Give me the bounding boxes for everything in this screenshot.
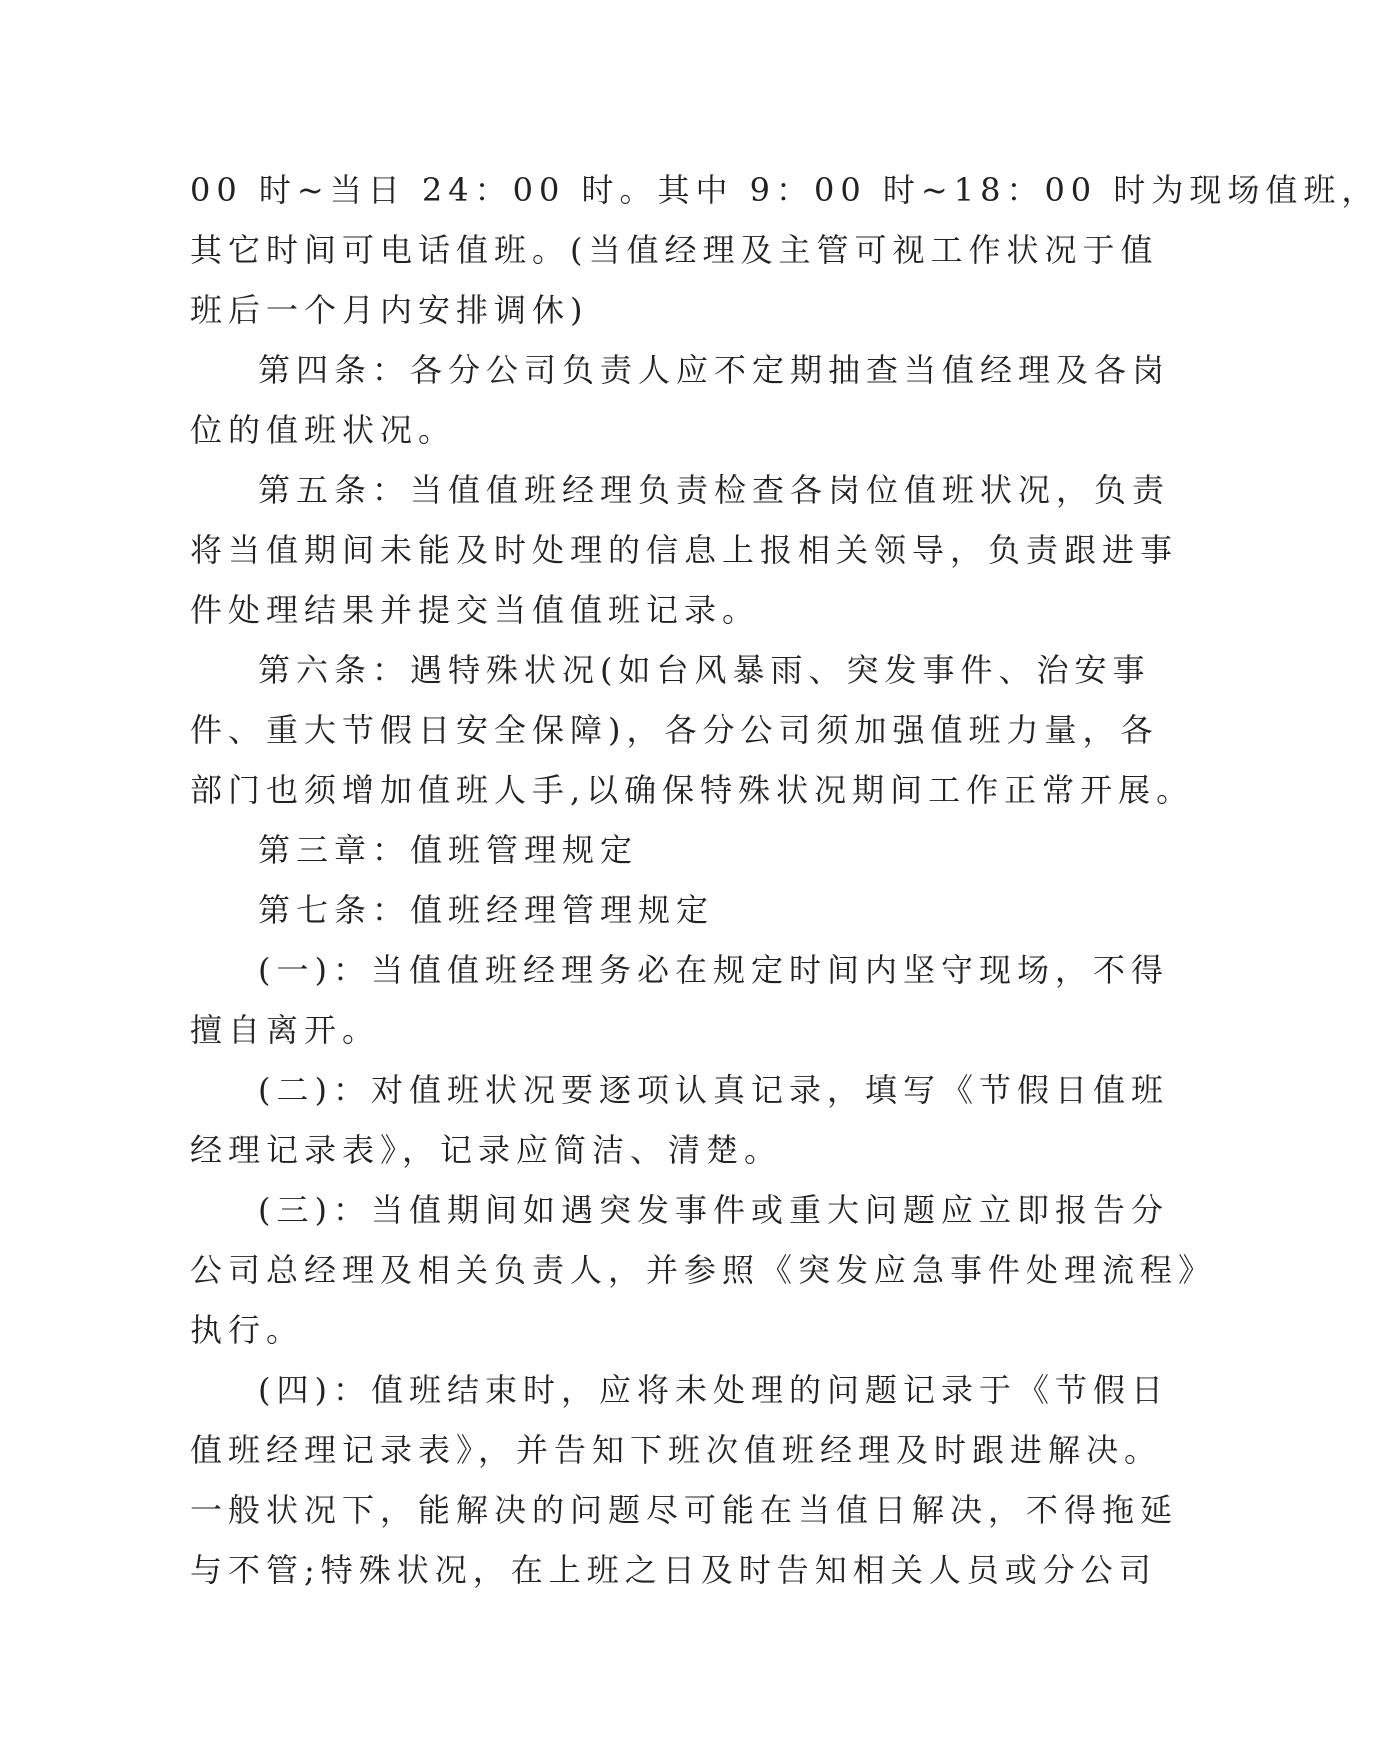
text-line: 擅自离开。 [190, 1011, 381, 1049]
text-line: 执行。 [190, 1311, 305, 1349]
text-line: 00 时~当日 24：00 时。其中 9：00 时~18：00 时为现场值班， [190, 171, 1379, 209]
text-line: 其它时间可电话值班。(当值经理及主管可视工作状况于值 [190, 231, 1159, 269]
text-line: 第六条：遇特殊状况(如台风暴雨、突发事件、治安事 [258, 651, 1151, 689]
text-line: (二)：对值班状况要逐项认真记录，填写《节假日值班 [258, 1071, 1169, 1109]
text-line: 位的值班状况。 [190, 411, 457, 449]
text-line: (一)：当值值班经理务必在规定时间内坚守现场，不得 [258, 951, 1169, 989]
text-line: 将当值期间未能及时处理的信息上报相关领导，负责跟进事 [190, 531, 1179, 569]
text-line: 公司总经理及相关负责人，并参照《突发应急事件处理流程》 [190, 1251, 1217, 1289]
text-line: 第五条：当值值班经理负责检查各岗位值班状况，负责 [258, 471, 1171, 509]
text-line: 第四条：各分公司负责人应不定期抽查当值经理及各岗 [258, 351, 1171, 389]
text-line: 一般状况下，能解决的问题尽可能在当值日解决，不得拖延 [190, 1491, 1179, 1529]
document-body [190, 160, 1379, 1600]
text-line: 班后一个月内安排调休) [190, 291, 589, 329]
text-line: 第七条：值班经理管理规定 [258, 891, 715, 929]
text-line: 经理记录表》，记录应简洁、清楚。 [190, 1131, 783, 1169]
text-line: (三)：当值期间如遇突发事件或重大问题应立即报告分 [258, 1191, 1169, 1229]
text-line: 件处理结果并提交当值值班记录。 [190, 591, 761, 629]
text-line: 第三章：值班管理规定 [258, 831, 639, 869]
text-line: 部门也须增加值班人手,以确保特殊状况期间工作正常开展。 [190, 771, 1195, 809]
text-line: 与不管;特殊状况，在上班之日及时告知相关人员或分公司 [190, 1551, 1157, 1589]
text-line: 值班经理记录表》，并告知下班次值班经理及时跟进解决。 [190, 1431, 1163, 1469]
text-line: 件、重大节假日安全保障)，各分公司须加强值班力量，各 [190, 711, 1159, 749]
text-line: (四)：值班结束时，应将未处理的问题记录于《节假日 [258, 1371, 1169, 1409]
